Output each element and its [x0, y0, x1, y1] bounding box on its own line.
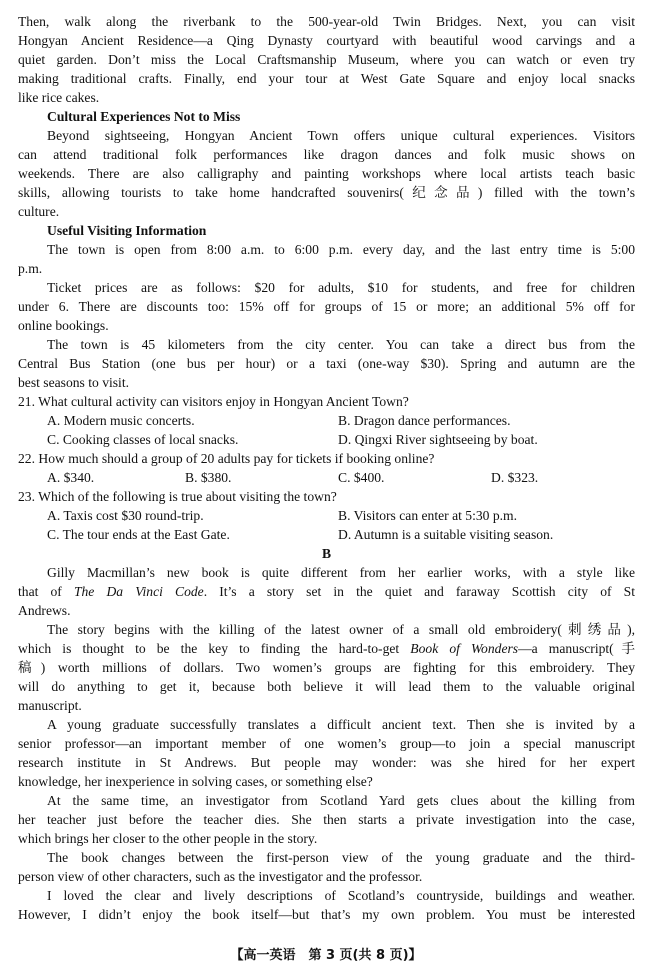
- text-segment: that of: [18, 584, 74, 599]
- text-line: Central Bus Station (one bus per hour) or a taxi (one-way $30). Spring and autumn are the: [18, 356, 635, 371]
- text-line: online bookings.: [18, 318, 109, 333]
- text-line: 稿) worth millions of dollars. Two women’s groups are fighting for this embroidery. They: [18, 660, 635, 675]
- option-a[interactable]: A. Modern music concerts.: [47, 413, 195, 428]
- option-c[interactable]: C. Cooking classes of local snacks.: [47, 432, 239, 447]
- option-a[interactable]: A. Taxis cost $30 round-trip.: [47, 508, 204, 523]
- text-segment: . It’s a story set in the quiet and faraway Scottish city of St: [203, 584, 635, 599]
- option-c[interactable]: C. $400.: [338, 470, 385, 485]
- text-line: research institute in St Andrews. But people may wonder: was she hired for her expert: [18, 755, 635, 770]
- option-d[interactable]: D. Autumn is a suitable visiting season.: [338, 527, 554, 542]
- option-c[interactable]: C. The tour ends at the East Gate.: [47, 527, 230, 542]
- section-heading: Useful Visiting Information: [47, 223, 207, 238]
- text-line: will do anything to get it, because both believe it will lead them to the valuable original: [18, 679, 635, 694]
- text-line: p.m.: [18, 261, 43, 276]
- text-line: However, I didn’t enjoy the book itself—but that’s my own problem. You must be interested: [18, 907, 635, 922]
- text-segment: —a manuscript(手: [518, 641, 635, 656]
- book-title: Book of Wonders: [410, 641, 519, 656]
- text-line: like rice cakes.: [18, 90, 100, 105]
- option-d[interactable]: D. $323.: [491, 470, 539, 485]
- text-line: Andrews.: [18, 603, 71, 618]
- option-b[interactable]: B. $380.: [185, 470, 232, 485]
- text-line: weekends. There are also calligraphy and painting workshops where local artists teach basic: [18, 166, 635, 181]
- option-row: [18, 468, 635, 487]
- option-b[interactable]: B. Dragon dance performances.: [338, 413, 511, 428]
- text-line: under 6. There are discounts too: 15% off for groups of 15 or more; an additional 5% off for: [18, 299, 635, 314]
- section-heading: Cultural Experiences Not to Miss: [47, 109, 241, 124]
- text-line: [18, 582, 635, 601]
- text-line: manuscript.: [18, 698, 82, 713]
- text-line: Then, walk along the riverbank to the 500-year-old Twin Bridges. Next, you can visit: [18, 14, 635, 29]
- book-title: The Da Vinci Code: [73, 584, 204, 599]
- passage-label: B: [321, 546, 332, 561]
- option-d[interactable]: D. Qingxi River sightseeing by boat.: [338, 432, 538, 447]
- option-row: [18, 525, 635, 544]
- text-line: The story begins with the killing of the latest owner of a small old embroidery(刺绣品),: [47, 622, 635, 637]
- text-line: Beyond sightseeing, Hongyan Ancient Town offers unique cultural experiences. Visitors: [47, 128, 635, 143]
- text-line: which brings her closer to the other people in the story.: [18, 831, 318, 846]
- text-line: knowledge, her inexperience in solving cases, or something else?: [18, 774, 373, 789]
- text-line: can attend traditional folk performances like dragon dances and folk music shows on: [18, 147, 635, 162]
- text-line: senior professor—an important member of one women’s group—to join a special manuscript: [18, 736, 635, 751]
- option-row: [18, 506, 635, 525]
- page-footer: 【高一英语 第 3 页(共 8 页)】: [230, 948, 422, 963]
- text-line: person view of other characters, such as the investigator and the professor.: [18, 869, 423, 884]
- option-row: [18, 411, 635, 430]
- text-line: skills, allowing tourists to take home handcrafted souvenirs(纪念品) filled with the town’s: [18, 185, 635, 200]
- option-a[interactable]: A. $340.: [47, 470, 95, 485]
- text-segment: which is thought to be the key to finding the hard-to-get: [18, 641, 411, 656]
- question-stem: 21. What cultural activity can visitors enjoy in Hongyan Ancient Town?: [18, 394, 409, 409]
- text-line: The town is open from 8:00 a.m. to 6:00 p.m. every day, and the last entry time is 5:00: [47, 242, 635, 257]
- text-line: Ticket prices are as follows: $20 for adults, $10 for students, and free for children: [47, 280, 635, 295]
- text-line: Hongyan Ancient Residence—a Qing Dynasty courtyard with beautiful wood carvings and a: [18, 33, 635, 48]
- page-content: [18, 12, 635, 924]
- question-stem: 23. Which of the following is true about visiting the town?: [18, 489, 337, 504]
- text-line: At the same time, an investigator from Scotland Yard gets clues about the killing from: [47, 793, 635, 808]
- text-line: A young graduate successfully translates a difficult ancient text. Then she is invited by a: [47, 717, 635, 732]
- text-line: I loved the clear and lively descriptions of Scotland’s countryside, buildings and weather.: [47, 888, 635, 903]
- text-line: [18, 639, 635, 658]
- text-line: Gilly Macmillan’s new book is quite different from her earlier works, with a style like: [47, 565, 635, 580]
- text-line: quiet garden. Don’t miss the Local Craftsmanship Museum, where you can watch or even try: [18, 52, 635, 67]
- text-line: making traditional crafts. Finally, end your tour at West Gate Square and enjoy local snacks: [18, 71, 635, 86]
- text-line: best seasons to visit.: [18, 375, 130, 390]
- text-line: The book changes between the first-person view of the young graduate and the third-: [47, 850, 635, 865]
- question-stem: 22. How much should a group of 20 adults pay for tickets if booking online?: [18, 451, 435, 466]
- option-row: [18, 430, 635, 449]
- text-line: The town is 45 kilometers from the city center. You can take a direct bus from the: [47, 337, 635, 352]
- option-b[interactable]: B. Visitors can enter at 5:30 p.m.: [338, 508, 518, 523]
- text-line: her teacher just before the teacher dies. She then starts a private investigation into the case,: [18, 812, 635, 827]
- text-line: culture.: [18, 204, 60, 219]
